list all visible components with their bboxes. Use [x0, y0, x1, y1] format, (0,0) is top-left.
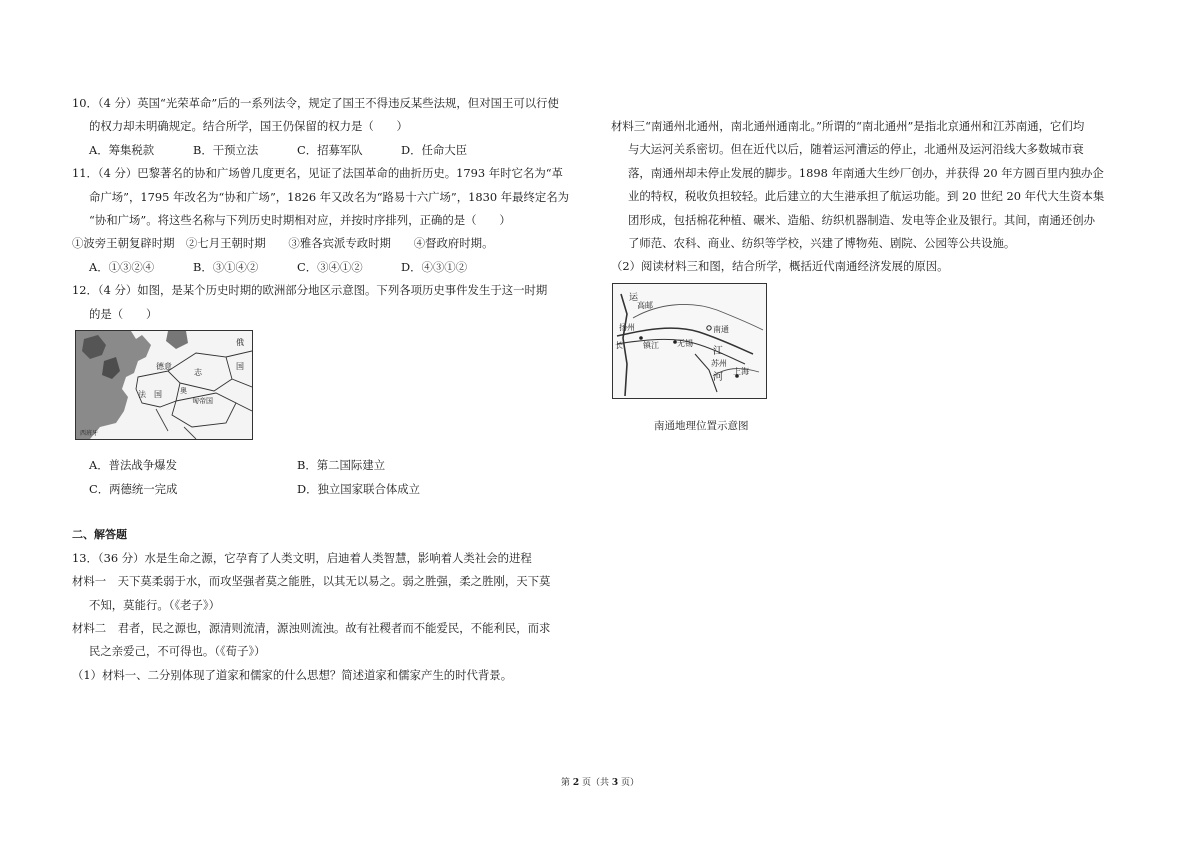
material-2-line2: 民之亲爱己，不可得也。（《荀子》）: [89, 644, 266, 659]
question-13-stem: 13．（36 分）水是生命之源，它孕育了人类文明，启迪着人类智慧，影响着人类社会的进程: [72, 550, 532, 565]
footer-page-number: 2: [572, 778, 580, 788]
footer-prefix: 第: [560, 778, 573, 788]
map-label-yangtze: 长: [615, 340, 623, 350]
question-11-option-a: A．①③②④: [89, 259, 155, 274]
map-label-russia-1: 俄: [236, 338, 244, 348]
question-11-options: [72, 256, 594, 279]
footer-middle: 页（共: [579, 778, 612, 788]
map-label-zhenjiang: 镇江: [643, 340, 659, 350]
material-3-line2: 与大运河关系密切。但在近代以后，随着运河漕运的停止，北通州及运河沿线大多数城市衰: [628, 142, 1084, 157]
question-10: [72, 92, 594, 162]
question-10-option-d: D．任命大臣: [401, 142, 468, 157]
question-11-option-b: B．③①④②: [193, 259, 259, 274]
question-12-option-d: D．独立国家联合体成立: [297, 481, 421, 496]
material-3-line6: 了师范、农科、商业、纺织等学校，兴建了博物苑、剧院、公园等公共设施。: [628, 236, 1016, 251]
question-10-option-a: A．筹集税款: [89, 142, 155, 157]
question-13-sub1: （1）材料一、二分别体现了道家和儒家的什么思想？简述道家和儒家产生的时代背景。: [72, 667, 513, 682]
map-label-nantong: 南通: [713, 324, 729, 334]
question-12-stem-line1: 12．（4 分）如图，是某个历史时期的欧洲部分地区示意图。下列各项历史事件发生于这一时期: [72, 283, 548, 298]
question-12-option-c: C．两德统一完成: [89, 481, 178, 496]
question-12-options-row1: [72, 454, 594, 477]
page-footer: [0, 775, 1200, 788]
material-2-line1: 材料二 君者，民之源也，源清则流清，源浊则流浊。故有社稷者而不能爱民，不能利民，而求: [72, 620, 551, 635]
question-12-option-a: A．普法战争爆发: [89, 458, 177, 473]
question-10-options: [72, 139, 594, 162]
map-label-russia-2: 国: [236, 362, 244, 372]
map-label-he: 河: [713, 371, 723, 383]
nantong-map-caption: 南通地理位置示意图: [654, 420, 749, 433]
question-11-stem-line3: “协和广场”。将这些名称与下列历史时期相对应，并按时序排列，正确的是（ ）: [89, 213, 511, 228]
map-label-canal: 运: [629, 292, 639, 303]
map-label-gaoyou: 高邮: [637, 300, 653, 310]
material-3-line1: 材料三“南通州北通州，南北通州通南北。”所谓的“南北通州”是指北京通州和江苏南通，它们均: [611, 119, 1085, 133]
question-13-sub2: （2）阅读材料三和图，结合所学，概括近代南通经济发展的原因。: [611, 259, 949, 274]
question-12-options-row2: [72, 478, 594, 501]
question-11: [72, 162, 594, 279]
section-heading: 二、解答题: [72, 528, 127, 542]
question-10-option-b: B．干预立法: [193, 142, 259, 157]
question-11-stem-line2: 命广场”，1795 年改名为“协和广场”，1826 年又改名为“路易十六广场”，1830 年最终定名为: [89, 189, 570, 204]
question-11-stem-line1: 11．（4 分）巴黎著名的协和广场曾几度更名，见证了法国革命的曲折历史。1793 年时它名为“革: [72, 166, 563, 181]
question-12-option-b: B．第二国际建立: [297, 458, 386, 473]
material-3-line5: 团形成，包括棉花种植、碾米、造船、纺织机器制造、发电等企业及银行。其间，南通还创办: [628, 212, 1096, 227]
footer-total-pages: 3: [611, 778, 619, 788]
map-label-wuxi: 无锡: [677, 338, 693, 348]
material-1-line2: 不知，莫能行。（《老子》）: [89, 597, 220, 612]
map-label-germany-1: 德意: [156, 362, 172, 372]
question-12: [72, 279, 594, 501]
map-label-austria-2: 匈帝国: [192, 397, 213, 406]
question-10-stem-line1: 10．（4 分）英国“光荣革命”后的一系列法令，规定了国王不得违反某些法规，但对国王可以行使: [72, 96, 559, 110]
map-label-spain: 西班牙: [80, 430, 99, 438]
question-10-option-c: C．招募军队: [297, 142, 363, 157]
question-12-stem-line2: 的是（ ）: [89, 306, 158, 321]
question-11-periods: ①波旁王朝复辟时期 ②七月王朝时期 ③雅各宾派专政时期 ④督政府时期。: [72, 236, 494, 251]
map-label-yangzhou: 扬州: [619, 322, 635, 332]
europe-map-figure: [75, 330, 253, 440]
map-label-shanghai: 上海: [733, 366, 749, 376]
map-label-germany-2: 志: [194, 368, 202, 378]
map-label-jiang: 江: [713, 345, 723, 357]
question-13: [72, 547, 594, 687]
material-3-line3: 落，南通州却未停止发展的脚步。1898 年南通大生纱厂创办，并获得 20 年方圆百里内独办企: [628, 165, 1104, 180]
question-11-option-d: D．④③①②: [401, 259, 468, 274]
material-1-line1: 材料一 天下莫柔弱于水，而攻坚强者莫之能胜，以其无以易之。弱之胜强，柔之胜刚，天下莫: [72, 574, 551, 589]
map-label-suzhou: 苏州: [711, 358, 727, 368]
right-column: [611, 115, 1105, 439]
question-10-stem-line2: 的权力却未明确规定。结合所学，国王仍保留的权力是（ ）: [89, 119, 408, 134]
map-label-austria-1: 奥: [180, 387, 187, 396]
question-11-option-c: C．③④①②: [297, 259, 363, 274]
left-column: [72, 92, 594, 687]
material-3-line4: 业的特权，税收负担较轻。此后建立的大生港承担了航运功能。到 20 世纪 20 年代大生资本集: [628, 189, 1105, 204]
footer-suffix: 页）: [618, 778, 639, 788]
map-label-france: 法 国: [138, 390, 162, 400]
nantong-location-map: [612, 283, 767, 399]
